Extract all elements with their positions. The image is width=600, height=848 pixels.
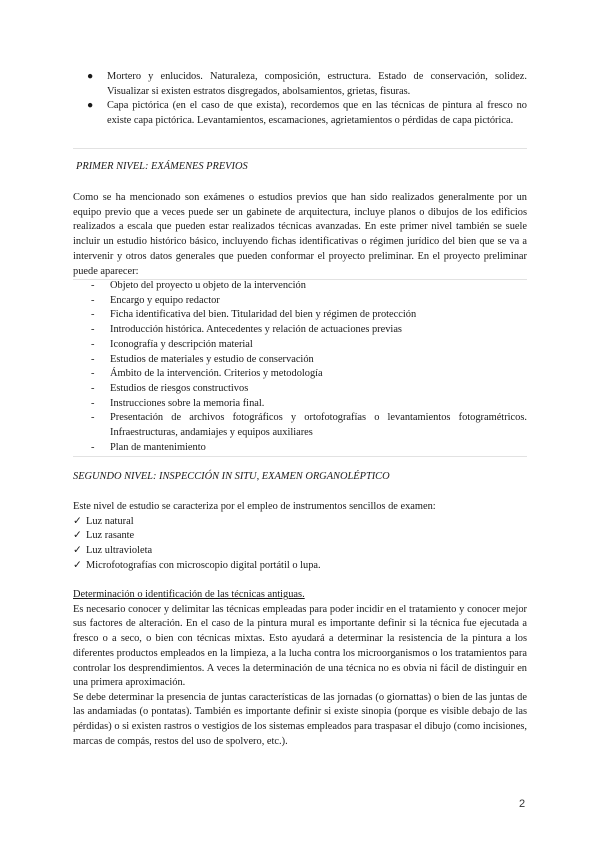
section2-paragraph-2: Se debe determinar la presencia de juntas características de las jornadas (o giornattas) o bien de las juntas de las andamiadas (o pontatas). También es importante definir si existe sinopia (porque es visible debajo de las pérdidas) o si existen rastros o vestigios de los sistemas empleados para traspasar el dibujo (como incisiones, marcas de compás, restos del uso de spolvero, etc.). [73,691,527,747]
dash-marker: - [91,412,95,424]
top-bullet-list [73,70,527,129]
list-item-text: Ámbito de la intervención. Criterios y metodología [110,368,323,380]
checkmark-icon: ✓ [73,515,82,527]
list-item-text: Encargo y equipo redactor [110,294,220,306]
list-item-text: Presentación de archivos fotográficos y ortofotografías o levantamientos fotogramétricos. Infraestructuras, andamiajes y equipos auxiliares [110,412,527,439]
list-item [73,515,527,530]
divider [73,148,527,149]
bullet-icon: ● [87,71,94,82]
list-item [73,544,527,559]
page-number: 2 [519,798,526,810]
list-item [73,397,527,412]
list-item [73,441,527,456]
section-heading-primer-nivel: PRIMER NIVEL: EXÁMENES PREVIOS [76,161,248,172]
list-item [73,323,527,338]
list-item [73,279,527,294]
dash-marker: - [91,338,95,350]
dash-marker: - [91,294,95,306]
dash-marker: - [91,309,95,321]
checkmark-icon: ✓ [73,530,82,542]
list-item [73,529,527,544]
list-item: ● Capa pictórica (en el caso de que exista), recordemos que en las técnicas de pintura al fresco no existe capa pictórica. Levantamientos, escamaciones, agrietamientos o pérdidas de capa pictórica. [87,100,527,127]
subheading-tecnicas-antiguas: Determinación o identificación de las técnicas antiguas. [73,589,305,600]
checkmark-icon: ✓ [73,545,82,557]
dash-marker: - [91,382,95,394]
list-item-text: Microfotografías con microscopio digital portátil o lupa. [86,559,321,571]
list-item [73,367,527,382]
dash-marker: - [91,280,95,291]
list-item [73,338,527,353]
list-item-text: Luz ultravioleta [86,545,153,557]
section2-intro: Este nivel de estudio se caracteriza por el empleo de instrumentos sencillos de examen: [73,501,436,512]
list-item-text: Objeto del proyecto u objeto de la intervención [110,280,306,291]
list-item-text: Introducción histórica. Antecedentes y relación de actuaciones previas [110,324,402,336]
dash-marker: - [91,353,95,365]
list-item: ● Mortero y enlucidos. Naturaleza, composición, estructura. Estado de conservación, solidez. Visualizar si existen estratos disgregados, abolsamientos, grietas, fisuras. [87,71,527,97]
dash-marker: - [91,397,95,409]
section-heading-segundo-nivel: SEGUNDO NIVEL: INSPECCIÓN IN SITU, EXAMEN ORGANOLÉPTICO [73,471,390,482]
list-item-text: Iconografía y descripción material [110,338,253,350]
list-item [73,353,527,368]
list-item [73,294,527,309]
preliminary-project-list [73,279,527,455]
list-item-text: Plan de mantenimiento [110,441,206,453]
instrument-check-list [73,515,527,574]
list-item-text: Estudios de riesgos constructivos [110,382,249,394]
divider [73,456,527,457]
checkmark-icon: ✓ [73,559,82,571]
list-item-text: Luz rasante [86,530,135,542]
section2-paragraph-1: Es necesario conocer y delimitar las técnicas empleadas para poder incidir en el tratamiento y conocer mejor sus factores de alteración. En el caso de la pintura mural es importante definir si la técnica fue ejecutada a fresco o a seco, o bien con técnicas mixtas. Esto ayudará a determinar la resistencia de la pintura a los diferentes productos empleados en la limpieza, a la lucha contra los microorganismos o los tratamientos para controlar los desprendimientos. A veces la determinación de una técnica no es obvia ni fácil de distinguir en una primera aproximación. [73,603,527,689]
section1-paragraph: Como se ha mencionado son exámenes o estudios previos que han sido realizados generalmente por un equipo previo que a veces puede ser un gabinete de arquitectura, incluye planos o dibujos de los edificios realizados a escala que pueden estar realizados técnicas avanzadas. En este primer nivel también se suele incluir un estudio histórico básico, incluyendo fichas identificativas o régimen jurídico del bien que se va a intervenir y otros datos generales que pueden conformar el proyecto preliminar. En el proyecto preliminar puede aparecer: [73,192,527,277]
list-item-text: Ficha identificativa del bien. Titularidad del bien y régimen de protección [110,309,417,321]
bullet-icon: ● [87,100,94,112]
list-item-text: Instrucciones sobre la memoria final. [110,397,265,409]
dash-marker: - [91,324,95,336]
list-item-text: Estudios de materiales y estudio de conservación [110,353,314,365]
list-item [73,308,527,323]
dash-marker: - [91,441,95,453]
dash-marker: - [91,368,95,380]
list-item [73,559,527,574]
list-item-text: Luz natural [86,515,134,527]
list-item [73,411,527,440]
list-item [73,382,527,397]
